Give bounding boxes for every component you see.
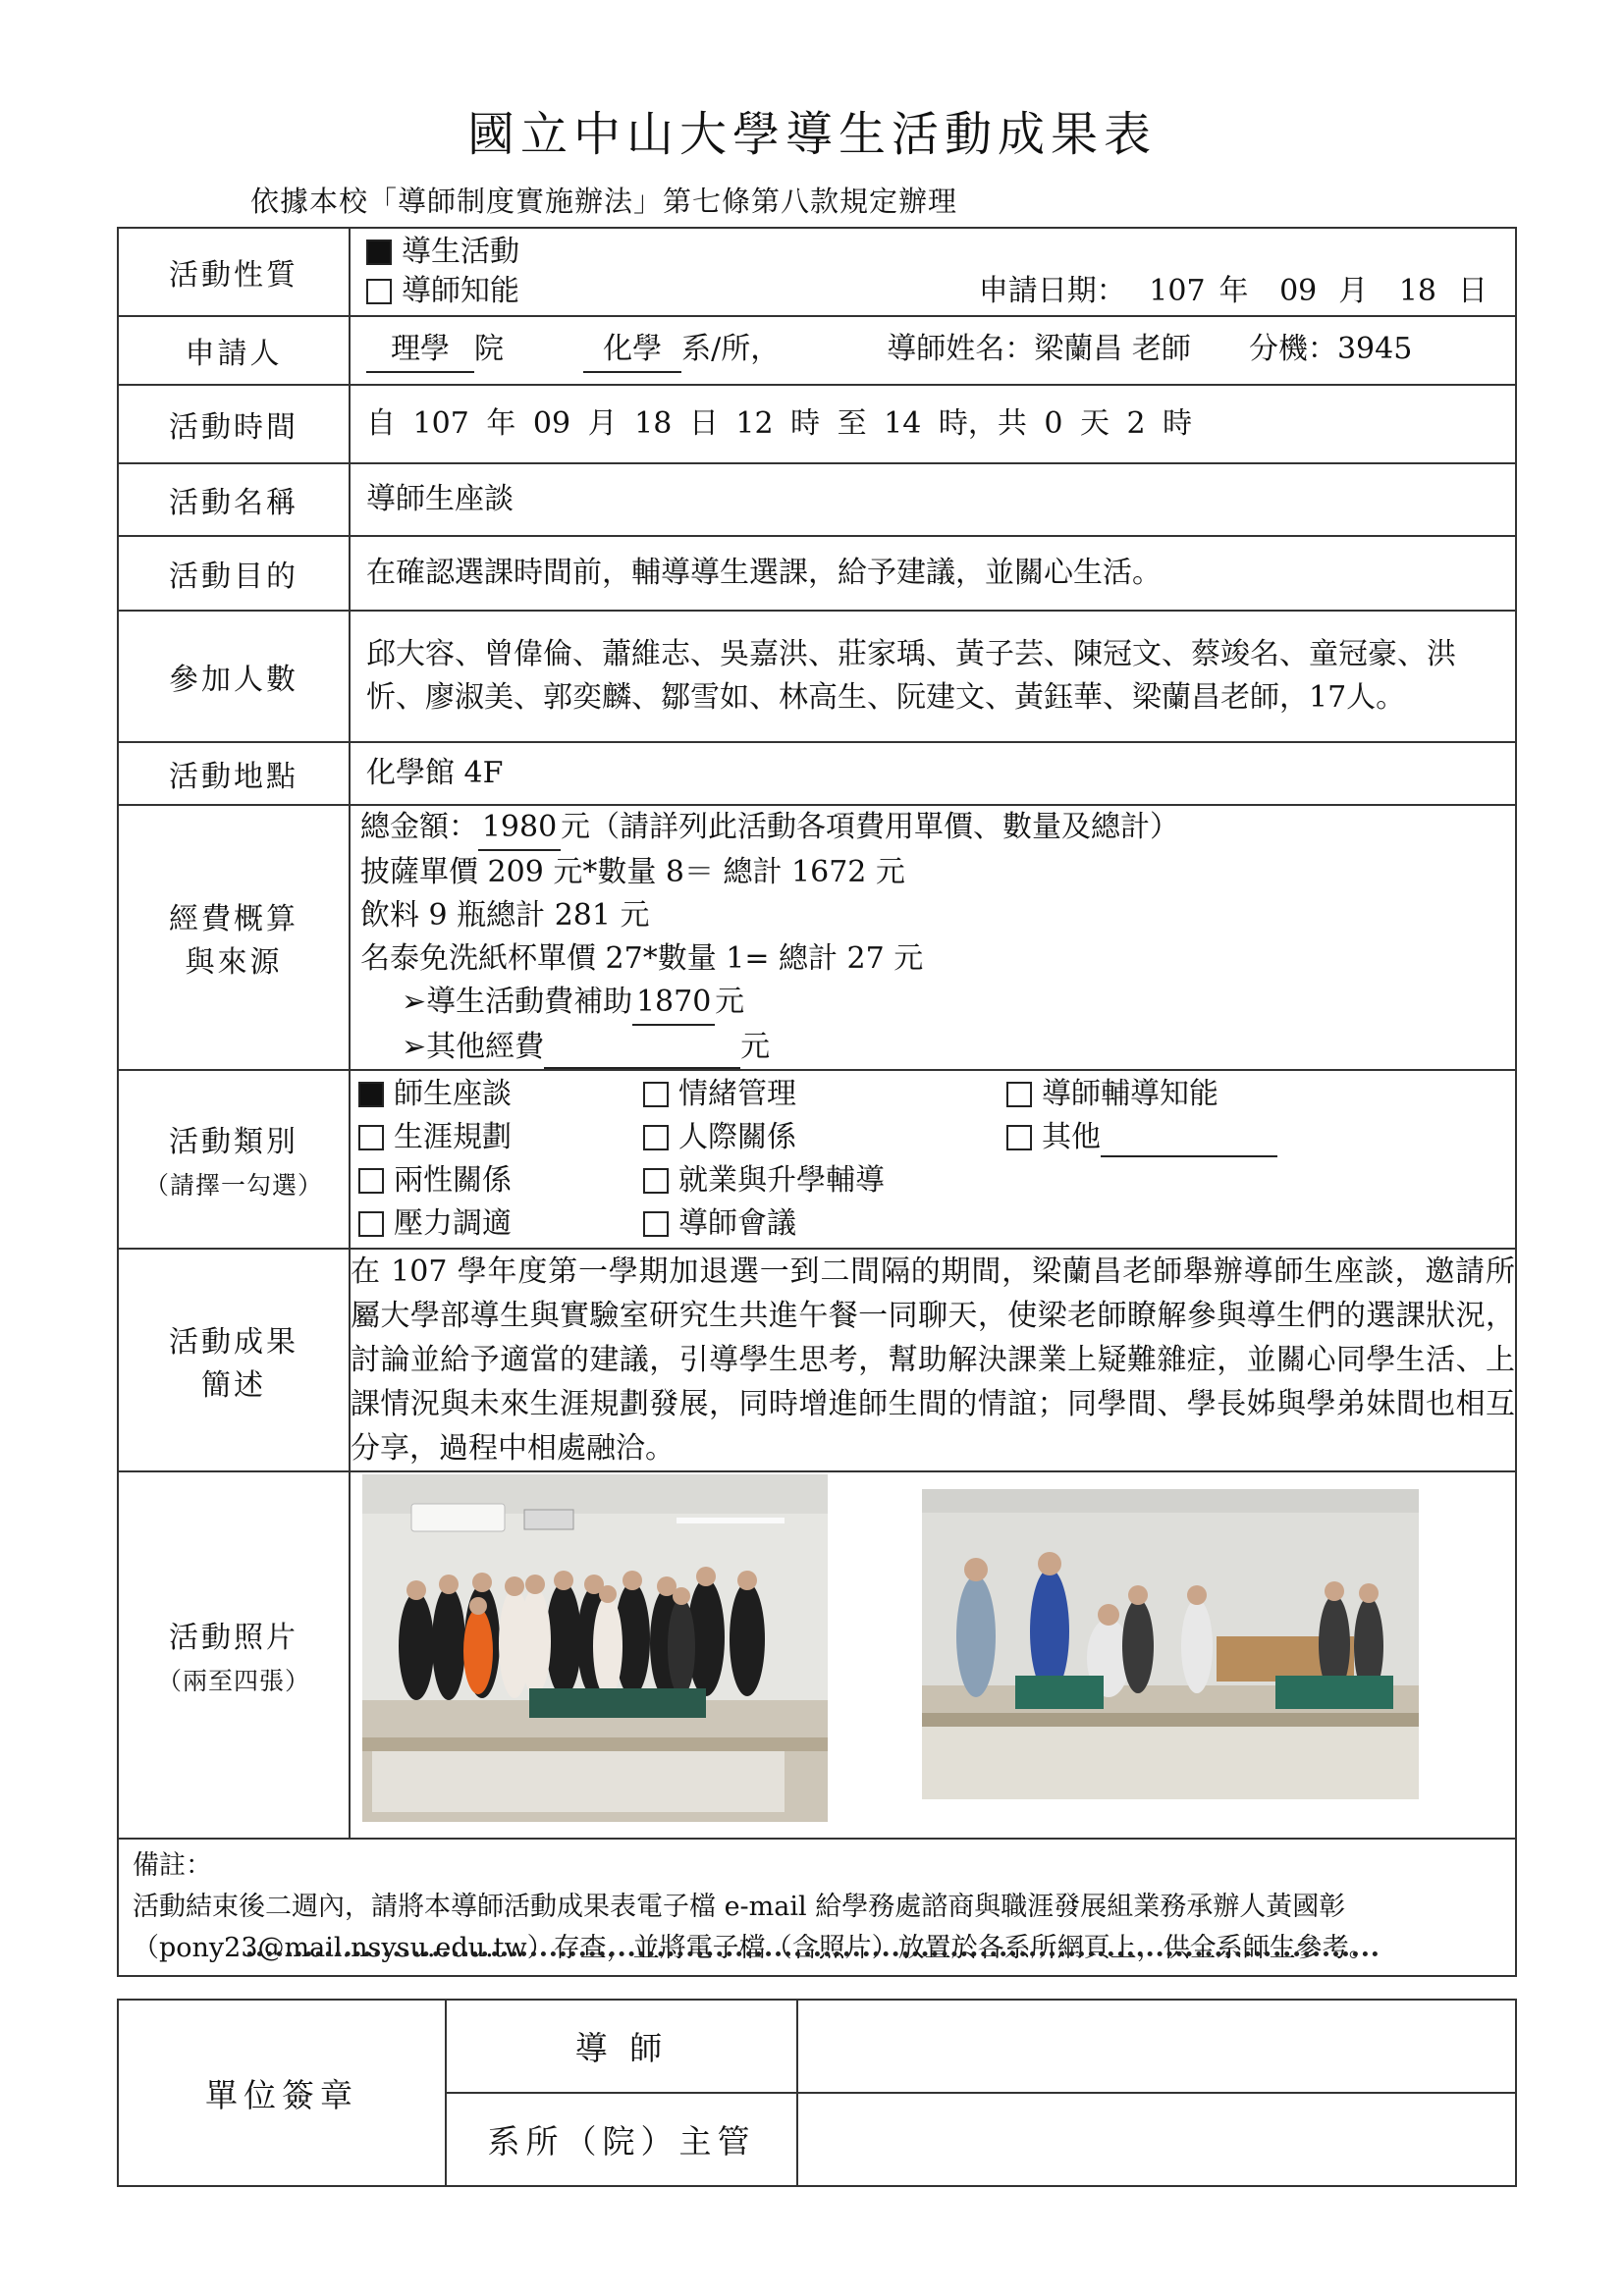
activity-photo-group xyxy=(362,1474,828,1822)
category-employment-study[interactable]: 就業與升學輔導 xyxy=(643,1161,1006,1201)
activity-time: 自 107 年 09 月 18 日 12 時 至 14 時，共 0 天 2 時 xyxy=(350,385,1516,463)
activity-report-form xyxy=(117,227,1517,1977)
mentor-signature-label: 導 師 xyxy=(446,2000,797,2093)
applicant-cell: 理學 院 化學 系/所， 導師姓名：梁蘭昌 老師 分機：3945 xyxy=(350,316,1516,385)
photos-label: 活動照片 （兩至四張） xyxy=(118,1471,350,1839)
college-value: 理學 xyxy=(366,328,474,373)
budget-cell xyxy=(350,805,1516,1070)
category-mentor-meeting[interactable]: 導師會議 xyxy=(643,1204,1006,1244)
cut-line-divider xyxy=(247,1951,1379,1956)
budget-total: 總金額： 1980 元（請詳列此活動各項費用單價、數量及總計） xyxy=(360,806,1515,851)
category-emotion-management[interactable]: 情緒管理 xyxy=(643,1075,1006,1114)
budget-label: 經費概算 與來源 xyxy=(118,805,350,1070)
activity-photo-discussion xyxy=(922,1489,1419,1799)
budget-other: ➢其他經費 元 xyxy=(360,1026,1515,1069)
application-date: 申請日期： 107 年 09 月 18 日 xyxy=(978,274,1488,308)
option-student-activity: 導生活動 xyxy=(402,235,519,269)
activity-purpose: 在確認選課時間前，輔導導生選課，給予建議，並關心生活。 xyxy=(350,536,1516,611)
category-gender-relations[interactable]: 兩性關係 xyxy=(358,1161,643,1201)
activity-location: 化學館 4F xyxy=(350,742,1516,805)
activity-summary: 在 107 學年度第一學期加退選一到二間隔的期間，梁蘭昌老師舉辦導師生座談，邀請所屬大學部導生與實驗室研究生共進午餐一同聊天，使梁老師瞭解參與導生們的選課狀況，討論並給予適當的建議，引導學生思考，幫助解決課業上疑難雜症，並關心同學生活、上課情況與未來生涯規劃發展，同時增進師生間的情誼；同學間、學長姊與學弟妹間也相互分享，過程中相處融洽。 xyxy=(350,1249,1516,1471)
category-interpersonal[interactable]: 人際關係 xyxy=(643,1118,1006,1157)
purpose-label: 活動目的 xyxy=(118,536,350,611)
budget-item-cups: 名泰免洗紙杯單價 27*數量 1= 總計 27 元 xyxy=(360,941,924,976)
nature-cell xyxy=(350,228,1516,316)
unit-signature-label: 單位簽章 xyxy=(118,2000,446,2186)
category-teacher-student-talk[interactable]: 師生座談 xyxy=(358,1075,643,1114)
budget-subsidy: ➢導生活動費補助 1870 元 xyxy=(360,981,1515,1026)
category-other[interactable]: 其他 xyxy=(1006,1118,1380,1157)
mentor-name: 梁蘭昌 老師 xyxy=(1034,332,1191,366)
applicant-label: 申請人 xyxy=(118,316,350,385)
option-mentor-knowledge: 導師知能 xyxy=(402,274,519,308)
head-signature-field[interactable] xyxy=(797,2093,1516,2186)
participants-list: 邱大容、曾偉倫、蕭維志、吳嘉洪、莊家瑀、黃子芸、陳冠文、蔡竣名、童冠豪、洪忻、廖淑美、郭奕麟、鄒雪如、林高生、阮建文、黃鈺華、梁蘭昌老師，17人。 xyxy=(350,611,1516,742)
category-stress-adjustment[interactable]: 壓力調適 xyxy=(358,1204,643,1244)
remarks-text: 活動結束後二週內，請將本導師活動成果表電子檔 e-mail 給學務處諮商與職涯發展組業務承辦人黃國彰（pony23@mail.nsysu.edu.tw）存查，並將電子檔（含照片）放置於各系所網頁上，供全系師生參考。 xyxy=(133,1892,1376,1963)
head-signature-label: 系所（院）主管 xyxy=(446,2093,797,2186)
budget-item-pizza: 披薩單價 209 元*數量 8＝ 總計 1672 元 xyxy=(360,855,905,889)
extension-number: 3945 xyxy=(1336,332,1413,366)
category-label: 活動類別 （請擇一勾選） xyxy=(118,1070,350,1249)
remarks-title: 備註： xyxy=(133,1850,212,1881)
category-career-planning[interactable]: 生涯規劃 xyxy=(358,1118,643,1157)
name-label: 活動名稱 xyxy=(118,463,350,536)
department-value: 化學 xyxy=(583,328,681,373)
activity-name: 導師生座談 xyxy=(350,463,1516,536)
checkbox-student-activity[interactable] xyxy=(366,240,392,265)
regulation-basis: 依據本校「導師制度實施辦法」第七條第八款規定辦理 xyxy=(250,185,958,218)
photos-cell xyxy=(350,1471,1516,1839)
category-cell xyxy=(350,1070,1516,1249)
signature-table xyxy=(117,1999,1517,2187)
time-label: 活動時間 xyxy=(118,385,350,463)
checkbox-mentor-knowledge[interactable] xyxy=(366,279,392,304)
location-label: 活動地點 xyxy=(118,742,350,805)
mentor-signature-field[interactable] xyxy=(797,2000,1516,2093)
page-title: 國立中山大學導生活動成果表 xyxy=(466,107,1157,162)
budget-item-drinks: 飲料 9 瓶總計 281 元 xyxy=(360,898,650,933)
summary-label: 活動成果 簡述 xyxy=(118,1249,350,1471)
participants-label: 參加人數 xyxy=(118,611,350,742)
nature-label: 活動性質 xyxy=(118,228,350,316)
category-mentor-counseling[interactable]: 導師輔導知能 xyxy=(1006,1075,1380,1114)
